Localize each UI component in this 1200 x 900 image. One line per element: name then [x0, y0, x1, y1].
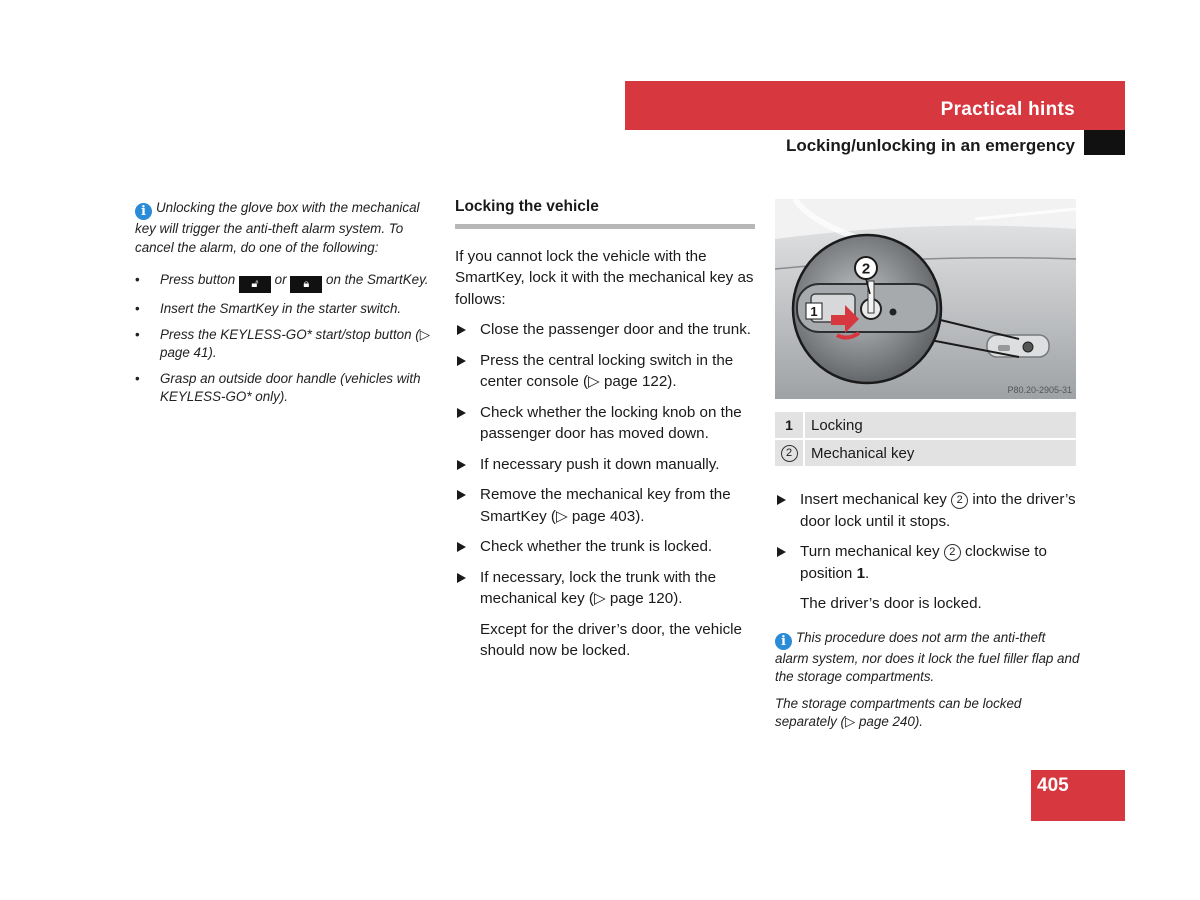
- result-text: Except for the driver’s door, the vehicle should now be locked.: [480, 620, 742, 659]
- info-note-glove-box: [135, 199, 435, 414]
- step-text: Turn mechanical key: [800, 543, 940, 560]
- step-item: Check whether the trunk is locked.: [455, 536, 755, 558]
- table-row: [775, 412, 1076, 439]
- section-heading: Locking the vehicle: [455, 196, 755, 229]
- lock-icon: 🔒︎: [290, 276, 322, 293]
- info-icon: i: [775, 633, 792, 650]
- info-note-intro: [135, 199, 435, 257]
- driver-door-procedure: [775, 489, 1080, 740]
- locking-procedure: [455, 196, 755, 662]
- step-item: [775, 489, 1080, 532]
- step-item: Remove the mechanical key from the SmartKey (▷ page 403).: [455, 484, 755, 527]
- info-note-continued: The storage compartments can be locked separately (▷ page 240).: [775, 695, 1022, 729]
- position-number: 1: [856, 564, 866, 582]
- info-icon: i: [135, 203, 152, 220]
- unlock-icon: 🔓︎: [239, 276, 271, 293]
- callout-2-label: 2: [861, 260, 871, 278]
- step-item: If necessary push it down manually.: [455, 454, 755, 476]
- figure-code: P80.20-2905-31: [1007, 385, 1072, 395]
- figure-legend: [775, 412, 1076, 468]
- step-text: clockwise to position: [800, 543, 1047, 582]
- list-item: [135, 271, 435, 293]
- list-item: • Insert the SmartKey in the starter switch.: [135, 300, 435, 319]
- step-item: Check whether the locking knob on the passenger door has moved down.: [455, 402, 755, 445]
- legend-label: Locking: [804, 412, 1076, 439]
- page-number: 405: [1037, 775, 1069, 796]
- result-text: The driver’s door is locked.: [800, 595, 982, 612]
- door-handle-drawing: [775, 199, 1076, 399]
- legend-label: Mechanical key: [804, 439, 1076, 467]
- list-item-text: on the SmartKey.: [326, 272, 429, 287]
- list-item: • Press the KEYLESS-GO* start/stop button (▷ page 41).: [135, 326, 435, 363]
- info-note: [775, 629, 1080, 687]
- list-item-text: or: [274, 272, 287, 287]
- list-item-text: Press button: [160, 272, 236, 287]
- circled-number: 2: [944, 544, 961, 561]
- circled-number: 2: [951, 492, 968, 509]
- step-list: [775, 489, 1080, 584]
- info-note-text: Unlocking the glove box with the mechanical key will trigger the anti-theft alarm system. To cancel the alarm, do one of the following:: [135, 200, 420, 255]
- page-subtitle: Locking/unlocking in an emergency: [785, 136, 1075, 155]
- step-list: [455, 319, 755, 610]
- section-title: Practical hints: [940, 99, 1075, 120]
- info-note-text: This procedure does not arm the anti-theft alarm system, nor does it lock the fuel filler flap and the storage compartments.: [775, 629, 1080, 684]
- legend-number: [775, 439, 804, 467]
- step-item: Close the passenger door and the trunk.: [455, 319, 755, 341]
- callout-1-label: 1: [810, 304, 818, 319]
- step-item: [775, 541, 1080, 584]
- header-marker: [1084, 130, 1125, 155]
- alarm-cancel-list: [135, 271, 435, 407]
- table-row: [775, 439, 1076, 467]
- step-item: Press the central locking switch in the center console (▷ page 122).: [455, 350, 755, 393]
- step-item: If necessary, lock the trunk with the mechanical key (▷ page 120).: [455, 567, 755, 610]
- door-lock-illustration: [775, 199, 1076, 399]
- legend-number: 1: [775, 412, 804, 439]
- list-item: • Grasp an outside door handle (vehicles with KEYLESS-GO* only).: [135, 370, 435, 407]
- intro-paragraph: If you cannot lock the vehicle with the SmartKey, lock it with the mechanical key as follows:: [455, 247, 754, 308]
- step-text: .: [865, 564, 870, 582]
- circled-number: 2: [781, 445, 798, 462]
- step-text: into the driver’s door lock until it stops.: [800, 491, 1076, 530]
- step-text: Insert mechanical key: [800, 491, 947, 508]
